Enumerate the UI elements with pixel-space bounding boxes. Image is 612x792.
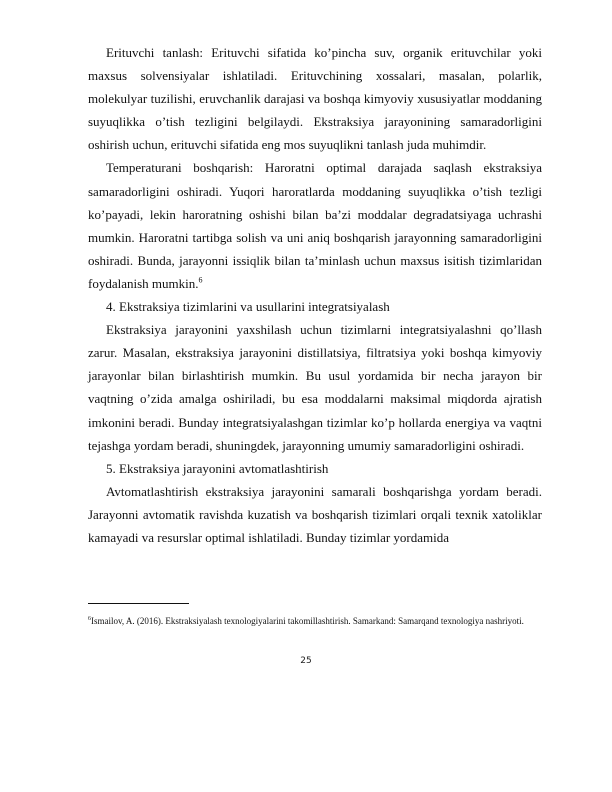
paragraph-temperature-text: Temperaturani boshqarish: Haroratni optimal darajada saqlash ekstraksiya samaradorligini oshiradi. Yuqori haroratlarda moddaning suyuqlikka o’tish tezligi ko’payadi, lekin haroratning oshishi bilan ba’zi moddalar degradatsiyaga uchrashi mumkin. Haroratni tartibga solish va uni aniq boshqarish jarayonning samaradorligini oshiradi. Bunda, jarayonni issiqlik bilan ta’minlash uchun maxsus isitish tizimlaridan foydalanish mumkin. [88, 160, 542, 291]
footnote [88, 613, 542, 630]
footnote-divider [88, 603, 189, 604]
section-heading-automation: 5. Ekstraksiya jarayonini avtomatlashtirish [106, 460, 329, 476]
paragraph-solvent-selection: Erituvchi tanlash: Erituvchi sifatida ko’pincha suv, organik erituvchilar yoki maxsus solvensiyalar ishlatiladi. Erituvchining xossalari, masalan, polarlik, molekulyar tuzilishi, eruvchanlik darajasi va boshqa kimyoviy xususiyatlar moddaning suyuqlikka o’tish tezligini belgilaydi. Ekstraksiya jarayonining samaradorligini oshirish uchun, erituvchi sifatida eng mos suyuqlikni tanlash juda muhimdir. [88, 45, 542, 153]
footnote-reference[interactable]: 6 [198, 275, 203, 285]
footnote-mark: 6 [88, 616, 91, 622]
paragraph-temperature-control [88, 156, 542, 295]
paragraph-integration: Ekstraksiya jarayonini yaxshilash uchun tizimlarni integratsiyalashni qo’llash zarur. Masalan, ekstraksiya jarayonini distillatsiya, filtratsiya yoki boshqa kimyoviy jarayonlar bilan birlashtirish mumkin. Bu usul yordamida bir necha jarayon bir vaqtning o’zida amalga oshiriladi, bu esa moddalarni maksimal miqdorda ajratish imkonini beradi. Bunday integratsiyalashgan tizimlar ko’p hollarda energiya va vaqtni tejashga yordam beradi, shuningdek, jarayonning umumiy samaradorligini oshiradi. [88, 322, 542, 453]
page-body [88, 41, 542, 549]
page-number: 25 [300, 656, 312, 666]
footnote-text: Ismailov, A. (2016). Ekstraksiyalash texnologiyalarini takomillashtirish. Samarkand: Samarqand texnologiya nashriyoti. [91, 616, 524, 626]
section-heading-integration: 4. Ekstraksiya tizimlarini va usullarini integratsiyalash [106, 299, 390, 315]
paragraph-automation: Avtomatlashtirish ekstraksiya jarayonini samarali boshqarishga yordam beradi. Jarayonni avtomatik ravishda kuzatish va boshqarish tizimlari orqali texnik xatoliklar kamayadi va resurslar optimal ishlatiladi. Bunday tizimlar yordamida [88, 483, 542, 545]
